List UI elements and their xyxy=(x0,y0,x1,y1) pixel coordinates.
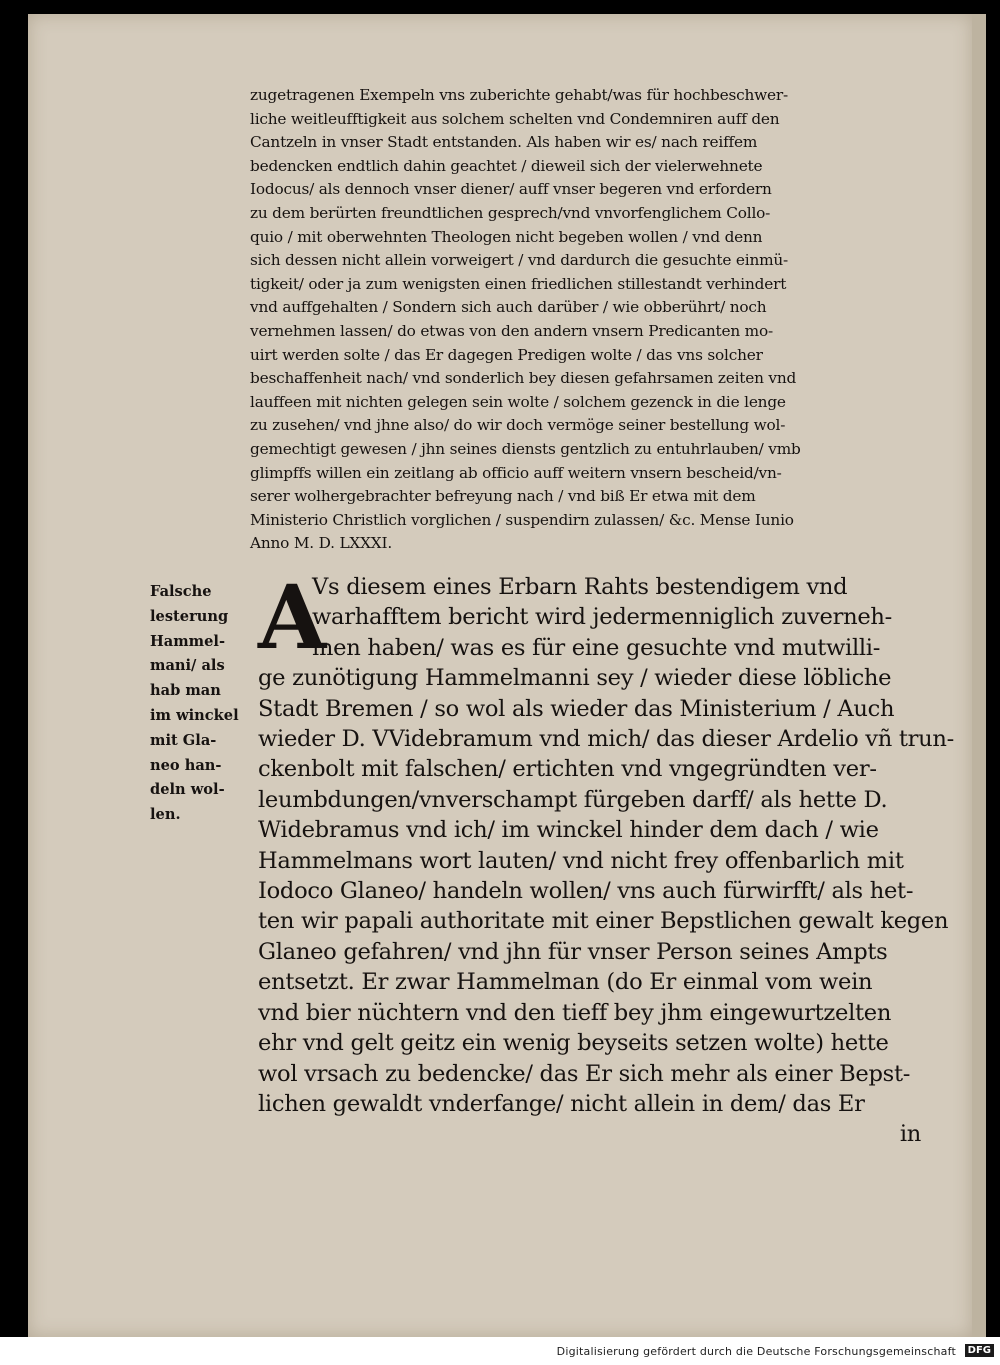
text-line: liche weitleufftigkeit aus solchem schelten vnd Condemniren auff den xyxy=(250,109,780,128)
drop-capital: A xyxy=(258,565,327,669)
text-line: zu zusehen/ vnd jhne also/ do wir doch vermöge seiner bestellung wol- xyxy=(250,416,786,435)
text-line: entsetzt. Er zwar Hammelman (do Er einmal vom wein xyxy=(258,969,873,996)
text-line: ehr vnd gelt geitz ein wenig beyseits setzen wolte) hette xyxy=(258,1030,889,1057)
text-line: tigkeit/ oder ja zum wenigsten einen friedlichen stillestandt verhindert xyxy=(250,274,787,293)
text-line: Vs diesem eines Erbarn Rahts bestendigem vnd xyxy=(312,574,848,600)
text-line: Ministerio Christlich vorglichen / suspendirn zulassen/ &c. Mense Iunio xyxy=(250,510,794,529)
margin-note-line: hab man xyxy=(150,682,221,700)
text-line: Iodocus/ als dennoch vnser diener/ auff vnser begeren vnd erfordern xyxy=(250,180,772,199)
text-line: ten wir papali authoritate mit einer Bepstlichen gewalt kegen xyxy=(258,908,949,935)
text-line: vnd auffgehalten / Sondern sich auch darüber / wie obberührt/ noch xyxy=(250,298,767,317)
text-line: Anno M. D. LXXXI. xyxy=(250,534,392,553)
margin-note xyxy=(150,580,250,828)
margin-note-line: im winckel xyxy=(150,706,239,724)
text-line: vnd bier nüchtern vnd den tieff bey jhm eingewurtzelten xyxy=(258,999,892,1026)
margin-note-line: mit Gla- xyxy=(150,731,217,749)
dfg-logo: DFG xyxy=(965,1344,994,1357)
text-line: Stadt Bremen / so wol als wieder das Ministerium / Auch xyxy=(258,695,895,722)
margin-note-line: len. xyxy=(150,806,181,824)
text-line: beschaffenheit nach/ vnd sonderlich bey diesen gefahrsamen zeiten vnd xyxy=(250,369,797,388)
text-line: lichen gewaldt vnderfange/ nicht allein in dem/ das Er xyxy=(258,1090,865,1117)
text-line: vernehmen lassen/ do etwas von den andern vnsern Predicanten mo- xyxy=(250,321,773,340)
text-line: sich dessen nicht allein vorweigert / vnd dardurch die gesuchte einmü- xyxy=(250,251,789,270)
text-line: men haben/ was es für eine gesuchte vnd mutwilli- xyxy=(312,634,881,661)
text-line: bedencken endtlich dahin geachtet / dieweil sich der vielerwehnete xyxy=(250,156,763,175)
text-line: warhafftem bericht wird jedermenniglich zuverneh- xyxy=(312,604,892,631)
text-line: glimpffs willen ein zeitlang ab officio auff weitern vnsern bescheid/vn- xyxy=(250,463,782,482)
upper-text-block xyxy=(250,84,915,556)
margin-note-line: neo han- xyxy=(150,756,222,774)
text-line: leumbdungen/vnverschampt fürgeben darff/ als hette D. xyxy=(258,786,888,813)
text-line: gemechtigt gewesen / jhn seines diensts gentzlich zu entuhrlauben/ vmb xyxy=(250,439,801,458)
text-line: zugetragenen Exempeln vns zuberichte gehabt/was für hochbeschwer- xyxy=(250,86,788,104)
text-line: zu dem berürten freundtlichen gesprech/vnd vnvorfenglichem Collo- xyxy=(250,203,771,222)
margin-note-line: mani/ als xyxy=(150,657,225,675)
text-line: Cantzeln in vnser Stadt entstanden. Als haben wir es/ nach reiffem xyxy=(250,133,758,152)
margin-note-line: Falsche xyxy=(150,583,212,600)
funding-credit: Digitalisierung gefördert durch die Deutsche Forschungsgemeinschaft xyxy=(556,1345,956,1358)
text-line: Hammelmans wort lauten/ vnd nicht frey offenbarlich mit xyxy=(258,847,904,874)
text-line: Iodoco Glaneo/ handeln wollen/ vns auch fürwirfft/ als het- xyxy=(258,878,914,905)
text-line: serer wolhergebrachter befreyung nach / vnd biß Er etwa mit dem xyxy=(250,487,756,506)
text-line: lauffeen mit nichten gelegen sein wolte / solchem gezenck in die lenge xyxy=(250,392,786,411)
margin-note-line: Hammel- xyxy=(150,632,226,650)
text-line: Widebramus vnd ich/ im winckel hinder dem dach / wie xyxy=(258,817,879,844)
text-line: Glaneo gefahren/ vnd jhn für vnser Person seines Ampts xyxy=(258,938,888,965)
text-line: quio / mit oberwehnten Theologen nicht begeben wollen / vnd denn xyxy=(250,227,763,246)
footer-bar xyxy=(0,1337,1000,1365)
margin-note-line: lesterung xyxy=(150,607,229,625)
text-line: uirt werden solte / das Er dagegen Predigen wolte / das vns solcher xyxy=(250,345,763,364)
text-line: ge zunötigung Hammelmanni sey / wieder diese löbliche xyxy=(258,665,892,692)
page-edge xyxy=(972,14,986,1337)
catchword: in xyxy=(899,1121,921,1148)
text-line: ckenbolt mit falschen/ ertichten vnd vngegründten ver- xyxy=(258,756,877,783)
text-line: wieder D. VVidebramum vnd mich/ das dieser Ardelio vñ trun- xyxy=(258,726,954,753)
text-line: wol vrsach zu bedencke/ das Er sich mehr als einer Bepst- xyxy=(258,1060,911,1087)
margin-note-line: deln wol- xyxy=(150,781,225,799)
lower-text-block xyxy=(258,565,954,1150)
